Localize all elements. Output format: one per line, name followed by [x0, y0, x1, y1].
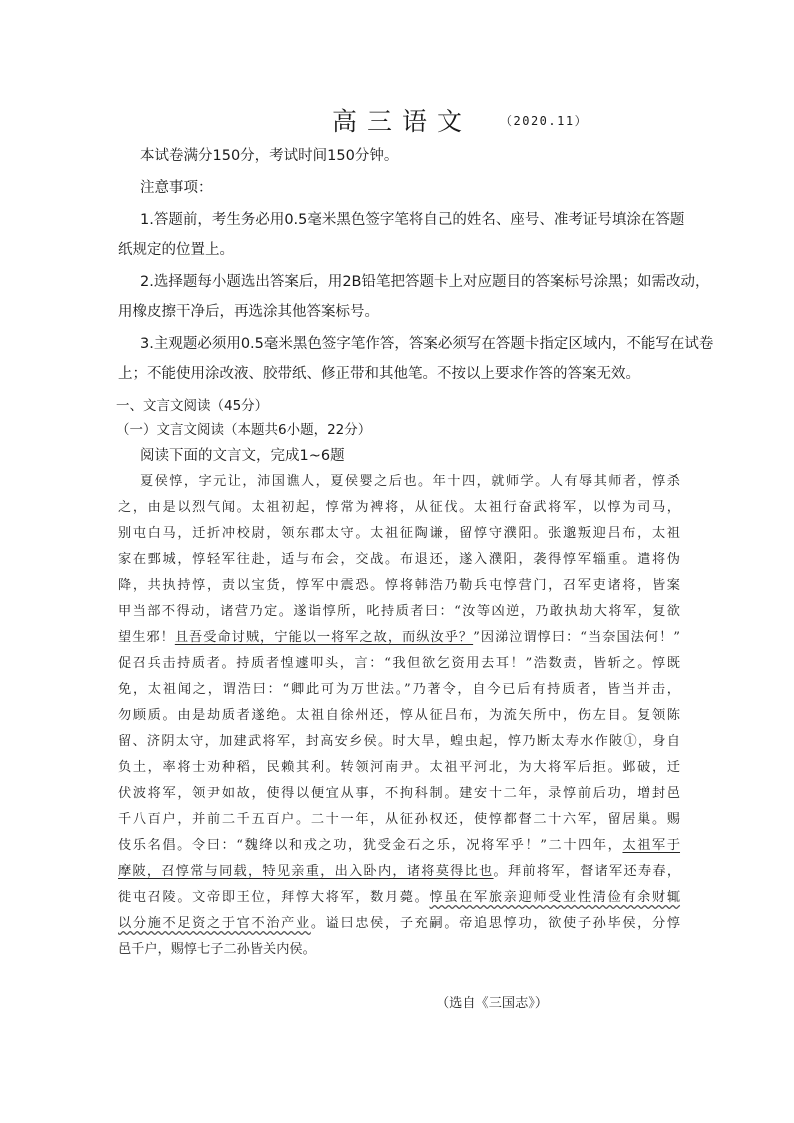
- wavy-underlined-sentence: 以分施不足资之于官不治产业: [118, 916, 311, 931]
- passage-line: [118, 836, 680, 856]
- underlined-sentence: 太祖军于: [622, 838, 681, 853]
- passage-line: 千八百户，并前二千五百户。二十一年，从征孙权还，使惇都督二十六军，留居巢。赐: [118, 812, 680, 827]
- passage-line: 家在鄄城，惇轻军往赴，适与布会，交战。布退还，遂入濮阳，袭得惇军辎重。遣将伪: [118, 552, 680, 567]
- passage-line: 之，由是以烈气闻。太祖初起，惇常为裨将，从征伐。太祖行奋武将军，以惇为司马，: [118, 500, 680, 515]
- passage-line: 勿顾质。由是劫质者遂绝。太祖自徐州还，惇从征吕布，为流矢所中，伤左目。复领陈: [118, 708, 680, 723]
- passage-line: 降，共执持惇，责以宝货，惇军中震恐。惇将韩浩乃勒兵屯惇营门，召军吏诸将，皆案: [118, 578, 680, 593]
- passage-line: [118, 914, 680, 934]
- passage-line: 负土，率将士劝种稻，民赖其利。转领河南尹。太祖平河北，为大将军后拒。邺破，迁: [118, 760, 680, 775]
- passage-text: 望生邪！: [118, 630, 175, 645]
- passage-line: 留、济阴太守，加建武将军，封高安乡侯。时大旱，蝗虫起，惇乃断太寿水作陂①，身自: [118, 734, 680, 749]
- intro-text: 本试卷满分150分，考试时间150分钟。: [140, 148, 399, 164]
- passage-line: [118, 888, 680, 908]
- passage-text: ”因涕泣谓惇曰：“当奈国法何！”: [473, 630, 681, 645]
- passage-line: 促召兵击持质者。持质者惶遽叩头，言：“我但欲乞资用去耳！”浩数责，皆斩之。惇既: [118, 656, 680, 671]
- passage-line: [118, 628, 680, 648]
- passage-text: 。拜前将军，督诸军还寿春，: [493, 864, 681, 879]
- passage-line: 伏波将军，领尹如故，使得以便宜从事，不拘科制。建安十二年，录惇前后功，增封邑: [118, 786, 680, 801]
- page-title: 高三语文: [332, 107, 473, 136]
- section-heading: 一、文言文阅读（45分）: [116, 398, 269, 414]
- passage-line: 夏侯惇，字元让，沛国谯人，夏侯婴之后也。年十四，就师学。人有辱其师者，惇杀: [140, 474, 680, 489]
- exam-date: （2020.11）: [500, 114, 589, 128]
- note-1-line-1: 1.答题前，考生务必用0.5毫米黑色签字笔将自己的姓名、座号、准考证号填涂在答题: [140, 212, 685, 228]
- underlined-sentence: 摩陂，召惇常与同载，特见亲重，出入卧内，诸将莫得比也: [118, 864, 494, 879]
- underlined-sentence: 且吾受命讨贼，宁能以一将军之故，而纵汝乎？: [174, 630, 474, 645]
- passage-source: （选自《三国志》）: [436, 996, 549, 1011]
- note-2-line-1: 2.选择题每小题选出答案后，用2B铅笔把答题卡上对应题目的答案标号涂黑；如需改动，: [140, 274, 710, 290]
- passage-line: 免，太祖闻之，谓浩曰：“卿此可为万世法。”乃著令，自今已后有持质者，皆当并击，: [118, 682, 680, 697]
- title-line: [0, 102, 794, 136]
- passage-line: [118, 862, 680, 882]
- notes-heading: 注意事项：: [140, 180, 213, 196]
- passage-text: 伎乐名倡。令曰：“魏绛以和戎之功，犹受金石之乐，况将军乎！”二十四年，: [118, 838, 623, 853]
- note-1-line-2: 纸规定的位置上。: [118, 242, 234, 258]
- note-3-line-2: 上；不能使用涂改液、胶带纸、修正带和其他笔。不按以上要求作答的答案无效。: [118, 366, 640, 382]
- passage-line: 甲当部不得动，诸营乃定。遂诣惇所，叱持质者曰：“汝等凶逆，乃敢执劫大将军，复欲: [118, 604, 680, 619]
- passage-line: 邑千户，赐惇七子二孙皆关内侯。: [118, 942, 316, 957]
- note-2-line-2: 用橡皮擦干净后，再选涂其他答案标号。: [118, 304, 379, 320]
- passage-text: 徙屯召陵。文帝即王位，拜惇大将军，数月薨。: [118, 890, 430, 905]
- section-subheading: （一）文言文阅读（本题共6小题，22分）: [116, 422, 372, 438]
- passage-text: 。谥曰忠侯，子充嗣。帝追思惇功，欲使子孙毕侯，分惇: [310, 916, 680, 931]
- passage-line: 别屯白马，迁折冲校尉，领东郡太守。太祖征陶谦，留惇守濮阳。张邈叛迎吕布，太祖: [118, 526, 680, 541]
- wavy-underlined-sentence: 惇虽在军旅亲迎师受业性清俭有余财辄: [429, 890, 681, 905]
- reading-instruction: 阅读下面的文言文，完成1~6题: [140, 448, 345, 464]
- note-3-line-1: 3.主观题必须用0.5毫米黑色签字笔作答，答案必须写在答题卡指定区域内，不能写在试卷: [140, 336, 714, 352]
